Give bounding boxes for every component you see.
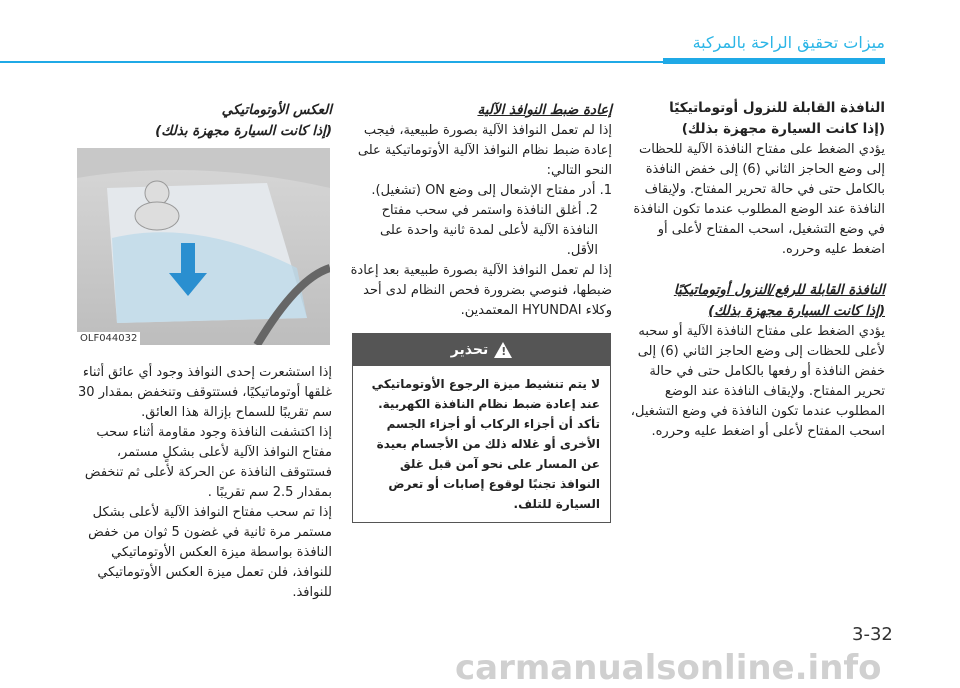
chapter-title: ميزات تحقيق الراحة بالمركبة bbox=[692, 33, 885, 52]
section-body: يؤدي الضغط على مفتاح النافذة الآلية للحظات إلى وضع الحاجز الثاني (6) إلى خفض النافذة بالكامل حتى في حالة تحرير المفتاح. ولإيقاف النافذة عند الوضع المطلوب عندما تكون النافذة في وضع التشغيل، اسحب المفتاح لأعلى أو اضغط عليه وحرره. bbox=[633, 142, 885, 257]
page-number: 3-32 bbox=[852, 624, 893, 645]
header-accent-bar bbox=[663, 58, 885, 64]
warning-title: تحذير bbox=[450, 342, 489, 358]
warning-header bbox=[353, 334, 610, 366]
window-illustration bbox=[77, 148, 330, 345]
step-item: 1. أدر مفتاح الإشعال إلى وضع ON (تشغيل). bbox=[371, 183, 612, 198]
section-outro: إذا لم تعمل النوافذ الآلية بصورة طبيعية بعد إعادة ضبطها، فنوصي بضرورة فحص النظام لدى أحد وكلاء HYUNDAI المعتمدين. bbox=[350, 263, 612, 318]
step-item: 2. أغلق النافذة واستمر في سحب مفتاح النافذة الآلية لأعلى لمدة ثانية واحدة على الأقل. bbox=[380, 203, 598, 258]
warning-box bbox=[352, 333, 611, 523]
warning-triangle-icon: ! bbox=[494, 342, 512, 358]
section-subheading: (إذا كانت السيارة مجهزة بذلك) bbox=[155, 123, 332, 139]
section-heading: النافذة القابلة للنزول أوتوماتيكيًا bbox=[669, 100, 885, 116]
section-intro: إذا لم تعمل النوافذ الآلية بصورة طبيعية، فيجب إعادة ضبط نظام النوافذ الآلية الأوتوماتيكية على النحو التالي: bbox=[357, 123, 612, 178]
left-column-heading bbox=[75, 100, 332, 142]
arrow-down-icon bbox=[181, 243, 195, 273]
section-heading: النافذة القابلة للرفع/النزول أوتوماتيكيًا bbox=[673, 282, 885, 298]
right-column bbox=[628, 98, 885, 442]
warning-body: لا يتم تنشيط ميزة الرجوع الأوتوماتيكي عند إعادة ضبط نظام النافذة الكهربية. تأكد أن أجزاء الركاب أو أجزاء الجسم الأخرى أو غلاله ذلك من الأجسام بعيدة عن المسار على نحو آمن قبل غلق النوافذ تجنبًا لوقوع إصابات أو تعرض السيارة للتلف. bbox=[371, 377, 600, 511]
section-subheading: (إذا كانت السيارة مجهزة بذلك) bbox=[681, 121, 885, 137]
section-heading: إعادة ضبط النوافذ الآلية bbox=[477, 102, 612, 118]
watermark: carmanualsonline.info bbox=[455, 648, 882, 688]
section-heading: العكس الأوتوماتيكي bbox=[221, 102, 332, 118]
figure-code: OLF044032 bbox=[77, 332, 140, 345]
left-column-body bbox=[75, 363, 332, 603]
paragraph: إذا اكتشفت النافذة وجود مقاومة أثناء سحب مفتاح النوافذ الآلية لأعلى بشكلٍ مستمر، فستتوقف النافذة عن الحركة لأعلى ثم تنخفض بمقدار 2.5 سم تقريبًا . bbox=[84, 425, 332, 500]
paragraph: إذا تم سحب مفتاح النوافذ الآلية لأعلى بشكل مستمر مرة ثانية في غضون 5 ثوان من خفض النافذة بواسطة ميزة العكس الأوتوماتيكي للنوافذ، فلن تعمل ميزة العكس الأوتوماتيكي للنوافذ. bbox=[88, 505, 332, 600]
section-body: يؤدي الضغط على مفتاح النافذة الآلية أو سحبه لأعلى للحظات إلى وضع الحاجز الثاني (6) إلى خفض النافذة أو رفعها بالكامل حتى في حالة تحرير المفتاح. ولإيقاف النافذة عند الوضع المطلوب عندما تكون النافذة في وضع التشغيل، اسحب المفتاح لأعلى أو اضغط عليه وحرره. bbox=[630, 324, 885, 439]
section-subheading: (إذا كانت السيارة مجهزة بذلك) bbox=[708, 303, 885, 319]
paragraph: إذا استشعرت إحدى النوافذ وجود أي عائق أثناء غلقها أوتوماتيكيًا، فستتوقف وتنخفض بمقدار 30 سم تقريبًا للسماح بإزالة هذا العائق. bbox=[78, 365, 332, 420]
middle-column bbox=[350, 100, 612, 321]
auto-reverse-figure bbox=[77, 148, 330, 345]
